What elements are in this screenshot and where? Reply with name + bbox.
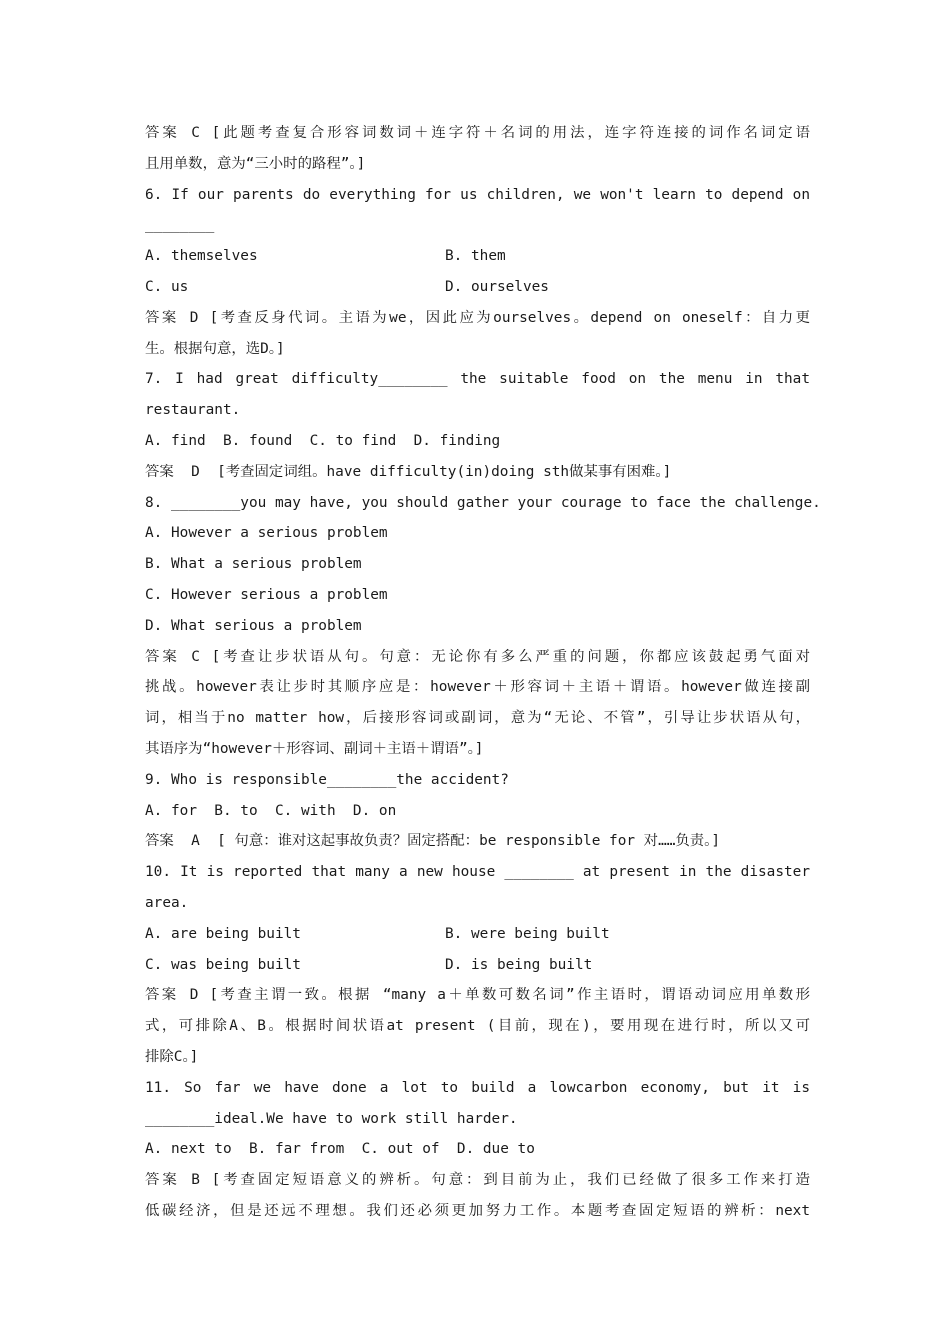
option-text: A. are being built — [145, 925, 301, 942]
text-line: 8. ________you may have, you should gather your courage to face the challenge. — [145, 494, 821, 511]
text-line: 7. I had great difficulty________ the suitable food on the menu in that — [145, 371, 810, 388]
text-line: A. next to B. far from C. out of D. due to — [145, 1141, 535, 1158]
text-line: ________ — [145, 217, 215, 234]
text-line: D. What serious a problem — [145, 617, 362, 634]
option-text: D. is being built — [445, 956, 593, 973]
text-line: 答案 C [此题考查复合形容词数词＋连字符＋名词的用法，连字符连接的词作名词定语 — [145, 125, 810, 141]
text-line: 其语序为“however＋形容词、副词＋主语＋谓语”。] — [145, 740, 484, 757]
document-page — [145, 118, 821, 1227]
text-line: 11. So far we have done a lot to build a lowcarbon economy, but it is — [145, 1079, 810, 1096]
option-text: B. them — [445, 248, 506, 265]
text-line: 答案 D [考查固定词组。have difficulty(in)doing sth做某事有困难。] — [145, 463, 672, 480]
text-line: 6. If our parents do everything for us children, we won't learn to depend on — [145, 186, 810, 203]
text-line: 答案 D [考查反身代词。主语为we，因此应为ourselves。depend on oneself：自力更 — [145, 309, 810, 326]
text-line: A. find B. found C. to find D. finding — [145, 432, 501, 449]
text-line: B. What a serious problem — [145, 556, 362, 573]
option-text: A. themselves — [145, 248, 258, 265]
text-line: 答案 D [考查主谓一致。根据 “many a＋单数可数名词”作主语时，谓语动词应用单数形 — [145, 987, 810, 1004]
text-line: 式，可排除A、B。根据时间状语at present (目前，现在)，要用现在进行时，所以又可 — [145, 1018, 810, 1035]
text-line: 9. Who is responsible________the accident? — [145, 771, 509, 788]
text-line: 生。根据句意，选D。] — [145, 340, 285, 357]
text-line: 且用单数，意为“三小时的路程”。] — [145, 155, 366, 172]
text-line: 挑战。however表让步时其顺序应是：however＋形容词＋主语＋谓语。however做连接副 — [145, 679, 810, 696]
text-line: 词，相当于no matter how，后接形容词或副词，意为“无论、不管”，引导让步状语从句， — [145, 710, 810, 727]
text-line: 答案 B [考查固定短语意义的辨析。句意：到目前为止，我们已经做了很多工作来打造 — [145, 1172, 810, 1189]
text-line: 排除C。] — [145, 1048, 199, 1065]
option-text: C. us — [145, 278, 189, 295]
text-line: 低碳经济，但是还远不理想。我们还必须更加努力工作。本题考查固定短语的辨析：next — [145, 1202, 810, 1219]
text-line: area. — [145, 894, 189, 911]
option-row — [145, 272, 810, 303]
option-row — [145, 241, 810, 272]
option-row — [145, 919, 810, 950]
option-text: C. was being built — [145, 956, 301, 973]
text-line: 答案 A [ 句意：谁对这起事故负责？固定搭配：be responsible for 对……负责。] — [145, 833, 721, 850]
text-line: restaurant. — [145, 402, 241, 419]
option-text: D. ourselves — [445, 278, 549, 295]
text-line: 答案 C [考查让步状语从句。句意：无论你有多么严重的问题，你都应该鼓起勇气面对 — [145, 648, 810, 665]
text-line: C. However serious a problem — [145, 586, 388, 603]
text-line: 10. It is reported that many a new house ________ at present in the disaster — [145, 864, 810, 881]
option-text: B. were being built — [445, 925, 610, 942]
text-line: ________ideal.We have to work still harder. — [145, 1110, 518, 1127]
option-row — [145, 950, 810, 981]
text-line: A. for B. to C. with D. on — [145, 802, 397, 819]
text-line: A. However a serious problem — [145, 525, 388, 542]
